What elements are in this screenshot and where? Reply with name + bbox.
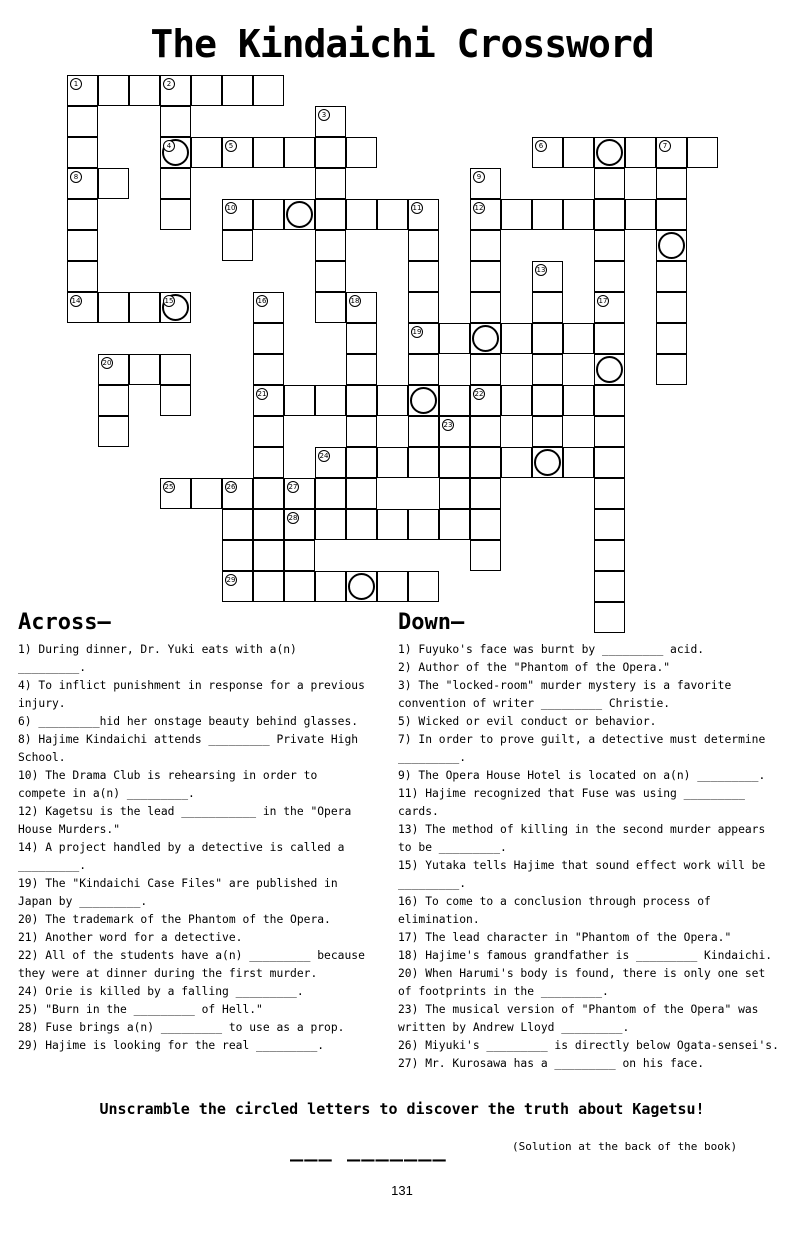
crossword-cell[interactable]	[470, 323, 501, 354]
across-clue: 29) Hajime is looking for the real _________.	[18, 1039, 325, 1052]
down-clue-list	[398, 641, 782, 1073]
crossword-cell[interactable]	[346, 571, 377, 602]
across-clue: 8) Hajime Kindaichi attends _________ Private High School.	[18, 733, 359, 764]
clue-number: 2	[163, 78, 175, 90]
crossword-cell[interactable]	[439, 447, 470, 478]
crossword-cell[interactable]	[408, 354, 439, 385]
crossword-cell[interactable]	[191, 137, 222, 168]
crossword-cell[interactable]	[439, 509, 470, 540]
down-clue: 3) The "locked-room" murder mystery is a favorite convention of writer _________ Christie.	[398, 679, 732, 710]
crossword-cell[interactable]	[563, 199, 594, 230]
crossword-cell[interactable]	[284, 540, 315, 571]
crossword-cell[interactable]	[563, 385, 594, 416]
crossword-cell[interactable]	[67, 75, 98, 106]
crossword-cell[interactable]	[439, 416, 470, 447]
crossword-cell[interactable]	[160, 478, 191, 509]
crossword-cell[interactable]	[160, 199, 191, 230]
crossword-cell[interactable]	[253, 478, 284, 509]
crossword-cell[interactable]	[408, 230, 439, 261]
crossword-cell[interactable]	[98, 168, 129, 199]
crossword-cell[interactable]	[625, 199, 656, 230]
crossword-cell[interactable]	[408, 571, 439, 602]
crossword-cell[interactable]	[129, 354, 160, 385]
crossword-cell[interactable]	[594, 416, 625, 447]
clue-number: 3	[318, 109, 330, 121]
crossword-cell[interactable]	[532, 416, 563, 447]
down-clue: 11) Hajime recognized that Fuse was using _________ cards.	[398, 787, 745, 818]
across-clue: 25) "Burn in the _________ of Hell."	[18, 1003, 263, 1016]
across-heading: Across—	[18, 610, 111, 635]
down-clue: 5) Wicked or evil conduct or behavior.	[398, 715, 657, 728]
crossword-cell[interactable]	[625, 137, 656, 168]
crossword-cell[interactable]	[253, 199, 284, 230]
crossword-cell[interactable]	[594, 602, 625, 633]
clue-number: 15	[164, 297, 174, 305]
crossword-cell[interactable]	[315, 106, 346, 137]
crossword-cell[interactable]	[594, 354, 625, 385]
crossword-cell[interactable]	[656, 261, 687, 292]
crossword-cell[interactable]	[563, 137, 594, 168]
circled-letter-ring	[348, 573, 375, 600]
clue-number: 1	[70, 78, 82, 90]
crossword-cell[interactable]	[284, 571, 315, 602]
across-clue: 12) Kagetsu is the lead ___________ in the "Opera House Murders."	[18, 805, 352, 836]
down-clue: 9) The Opera House Hotel is located on a(n) _________.	[398, 769, 766, 782]
crossword-cell[interactable]	[408, 199, 439, 230]
crossword-cell[interactable]	[656, 137, 687, 168]
crossword-cell[interactable]	[67, 261, 98, 292]
clue-number: 19	[412, 328, 422, 336]
crossword-cell[interactable]	[253, 540, 284, 571]
crossword-cell[interactable]	[253, 509, 284, 540]
crossword-cell[interactable]	[532, 447, 563, 478]
across-clue: 19) The "Kindaichi Case Files" are published in Japan by _________.	[18, 877, 338, 908]
solution-note: (Solution at the back of the book)	[512, 1140, 738, 1153]
across-clue: 6) _________hid her onstage beauty behind glasses.	[18, 715, 359, 728]
down-clue: 1) Fuyuko's face was burnt by _________ acid.	[398, 643, 705, 656]
crossword-cell[interactable]	[346, 137, 377, 168]
clue-number: 18	[350, 297, 360, 305]
crossword-cell[interactable]	[253, 447, 284, 478]
crossword-cell[interactable]	[315, 199, 346, 230]
across-clue: 21) Another word for a detective.	[18, 931, 243, 944]
crossword-cell[interactable]	[67, 199, 98, 230]
crossword-cell[interactable]	[346, 447, 377, 478]
crossword-cell[interactable]	[253, 416, 284, 447]
clue-number: 7	[659, 140, 671, 152]
crossword-cell[interactable]	[284, 509, 315, 540]
page-number: 131	[391, 1183, 413, 1198]
crossword-cell[interactable]	[532, 199, 563, 230]
crossword-cell[interactable]	[594, 137, 625, 168]
crossword-cell[interactable]	[222, 540, 253, 571]
crossword-cell[interactable]	[253, 385, 284, 416]
down-clue: 20) When Harumi's body is found, there is only one set of footprints in the _________.	[398, 967, 766, 998]
down-clue: 23) The musical version of "Phantom of the Opera" was written by Andrew Lloyd _________.	[398, 1003, 759, 1034]
crossword-cell[interactable]	[408, 509, 439, 540]
crossword-cell[interactable]	[594, 509, 625, 540]
clue-number: 10	[226, 204, 236, 212]
down-clue: 13) The method of killing in the second murder appears to be _________.	[398, 823, 766, 854]
crossword-cell[interactable]	[563, 323, 594, 354]
crossword-cell[interactable]	[594, 385, 625, 416]
crossword-cell[interactable]	[67, 168, 98, 199]
crossword-cell[interactable]	[501, 385, 532, 416]
crossword-cell[interactable]	[315, 292, 346, 323]
clue-number: 6	[535, 140, 547, 152]
crossword-cell[interactable]	[470, 509, 501, 540]
crossword-cell[interactable]	[532, 137, 563, 168]
crossword-cell[interactable]	[377, 509, 408, 540]
crossword-cell[interactable]	[532, 261, 563, 292]
crossword-cell[interactable]	[594, 447, 625, 478]
crossword-cell[interactable]	[253, 137, 284, 168]
circled-letter-ring	[410, 387, 437, 414]
crossword-cell[interactable]	[377, 385, 408, 416]
crossword-cell[interactable]	[408, 416, 439, 447]
down-clue: 26) Miyuki's _________ is directly below Ogata-sensei's.	[398, 1039, 779, 1052]
clue-number: 13	[536, 266, 546, 274]
crossword-cell[interactable]	[222, 509, 253, 540]
across-clue: 24) Orie is killed by a falling _________.	[18, 985, 304, 998]
across-clue: 4) To inflict punishment in response for a previous injury.	[18, 679, 365, 710]
crossword-cell[interactable]	[501, 323, 532, 354]
unscramble-instruction: Unscramble the circled letters to discover the truth about Kagetsu!	[99, 1100, 705, 1118]
crossword-cell[interactable]	[98, 75, 129, 106]
crossword-cell[interactable]	[470, 447, 501, 478]
answer-blanks: ___ _______	[290, 1137, 447, 1162]
crossword-cell[interactable]	[315, 478, 346, 509]
clue-number: 24	[319, 452, 329, 460]
circled-letter-ring	[596, 356, 623, 383]
crossword-cell[interactable]	[315, 168, 346, 199]
crossword-cell[interactable]	[470, 385, 501, 416]
crossword-cell[interactable]	[532, 385, 563, 416]
crossword-cell[interactable]	[470, 478, 501, 509]
down-clue: 15) Yutaka tells Hajime that sound effect work will be _________.	[398, 859, 766, 890]
crossword-cell[interactable]	[284, 199, 315, 230]
across-clue: 1) During dinner, Dr. Yuki eats with a(n) _________.	[18, 643, 297, 674]
crossword-cell[interactable]	[253, 354, 284, 385]
down-clue: 17) The lead character in "Phantom of the Opera."	[398, 931, 732, 944]
clue-number: 27	[288, 483, 298, 491]
crossword-cell[interactable]	[67, 292, 98, 323]
circled-letter-ring	[472, 325, 499, 352]
crossword-cell[interactable]	[253, 292, 284, 323]
crossword-cell[interactable]	[222, 75, 253, 106]
clue-number: 9	[473, 171, 485, 183]
crossword-cell[interactable]	[346, 385, 377, 416]
crossword-cell[interactable]	[656, 354, 687, 385]
crossword-cell[interactable]	[501, 199, 532, 230]
crossword-cell[interactable]	[98, 292, 129, 323]
crossword-cell[interactable]	[98, 385, 129, 416]
clue-number: 16	[257, 297, 267, 305]
crossword-cell[interactable]	[594, 292, 625, 323]
crossword-cell[interactable]	[594, 230, 625, 261]
crossword-cell[interactable]	[439, 478, 470, 509]
crossword-cell[interactable]	[160, 137, 191, 168]
circled-letter-ring	[658, 232, 685, 259]
clue-number: 8	[70, 171, 82, 183]
page-title: The Kindaichi Crossword	[150, 22, 654, 66]
crossword-cell[interactable]	[656, 292, 687, 323]
crossword-cell[interactable]	[160, 75, 191, 106]
crossword-cell[interactable]	[687, 137, 718, 168]
crossword-cell[interactable]	[346, 292, 377, 323]
crossword-cell[interactable]	[253, 75, 284, 106]
crossword-cell[interactable]	[377, 447, 408, 478]
crossword-cell[interactable]	[470, 292, 501, 323]
clue-number: 14	[71, 297, 81, 305]
crossword-cell[interactable]	[470, 540, 501, 571]
crossword-cell[interactable]	[656, 230, 687, 261]
crossword-cell[interactable]	[346, 478, 377, 509]
crossword-cell[interactable]	[129, 75, 160, 106]
clue-number: 12	[474, 204, 484, 212]
clue-number: 23	[443, 421, 453, 429]
down-clue: 27) Mr. Kurosawa has a _________ on his face.	[398, 1057, 705, 1070]
crossword-cell[interactable]	[315, 137, 346, 168]
down-clue: 18) Hajime's famous grandfather is _________ Kindaichi.	[398, 949, 773, 962]
down-clue: 16) To come to a conclusion through process of elimination.	[398, 895, 711, 926]
crossword-cell[interactable]	[408, 323, 439, 354]
crossword-cell[interactable]	[594, 168, 625, 199]
crossword-cell[interactable]	[315, 230, 346, 261]
crossword-cell[interactable]	[284, 385, 315, 416]
crossword-cell[interactable]	[222, 230, 253, 261]
crossword-cell[interactable]	[470, 199, 501, 230]
crossword-cell[interactable]	[346, 323, 377, 354]
crossword-cell[interactable]	[532, 323, 563, 354]
crossword-cell[interactable]	[315, 385, 346, 416]
clue-number: 11	[412, 204, 422, 212]
across-clue: 14) A project handled by a detective is called a _________.	[18, 841, 345, 872]
down-clue: 2) Author of the "Phantom of the Opera."	[398, 661, 671, 674]
across-clue-list	[18, 641, 368, 1055]
crossword-cell[interactable]	[501, 447, 532, 478]
clue-number: 25	[164, 483, 174, 491]
crossword-cell[interactable]	[408, 261, 439, 292]
clue-number: 28	[288, 514, 298, 522]
crossword-cell[interactable]	[160, 354, 191, 385]
crossword-cell[interactable]	[315, 447, 346, 478]
crossword-cell[interactable]	[67, 230, 98, 261]
crossword-cell[interactable]	[284, 137, 315, 168]
crossword-cell[interactable]	[160, 385, 191, 416]
crossword-cell[interactable]	[222, 571, 253, 602]
crossword-cell[interactable]	[594, 323, 625, 354]
crossword-cell[interactable]	[315, 261, 346, 292]
crossword-cell[interactable]	[594, 261, 625, 292]
circled-letter-ring	[596, 139, 623, 166]
down-clue: 7) In order to prove guilt, a detective must determine _________.	[398, 733, 766, 764]
crossword-cell[interactable]	[160, 106, 191, 137]
crossword-cell[interactable]	[594, 540, 625, 571]
crossword-cell[interactable]	[470, 261, 501, 292]
crossword-cell[interactable]	[470, 168, 501, 199]
crossword-cell[interactable]	[470, 230, 501, 261]
clue-number: 26	[226, 483, 236, 491]
crossword-cell[interactable]	[470, 354, 501, 385]
crossword-cell[interactable]	[656, 323, 687, 354]
crossword-cell[interactable]	[315, 509, 346, 540]
crossword-cell[interactable]	[253, 571, 284, 602]
crossword-cell[interactable]	[222, 478, 253, 509]
crossword-cell[interactable]	[191, 478, 222, 509]
crossword-cell[interactable]	[408, 447, 439, 478]
crossword-cell[interactable]	[191, 75, 222, 106]
crossword-cell[interactable]	[594, 199, 625, 230]
crossword-cell[interactable]	[439, 385, 470, 416]
crossword-cell[interactable]	[346, 416, 377, 447]
clue-number: 29	[226, 576, 236, 584]
crossword-cell[interactable]	[656, 199, 687, 230]
clue-number: 5	[225, 140, 237, 152]
crossword-cell[interactable]	[98, 354, 129, 385]
clue-number: 4	[163, 140, 175, 152]
crossword-cell[interactable]	[594, 478, 625, 509]
crossword-cell[interactable]	[160, 168, 191, 199]
crossword-cell[interactable]	[129, 292, 160, 323]
crossword-cell[interactable]	[222, 199, 253, 230]
crossword-cell[interactable]	[408, 385, 439, 416]
down-heading: Down—	[398, 610, 465, 635]
clue-number: 20	[102, 359, 112, 367]
crossword-cell[interactable]	[160, 292, 191, 323]
across-clue: 20) The trademark of the Phantom of the Opera.	[18, 913, 331, 926]
crossword-cell[interactable]	[377, 199, 408, 230]
clue-number: 21	[257, 390, 267, 398]
crossword-cell[interactable]	[594, 571, 625, 602]
across-clue: 10) The Drama Club is rehearsing in order to compete in a(n) _________.	[18, 769, 318, 800]
crossword-cell[interactable]	[532, 354, 563, 385]
across-clue: 22) All of the students have a(n) _________ because they were at dinner during the first murder.	[18, 949, 365, 980]
crossword-cell[interactable]	[253, 323, 284, 354]
crossword-cell[interactable]	[563, 447, 594, 478]
crossword-cell[interactable]	[532, 292, 563, 323]
crossword-cell[interactable]	[222, 137, 253, 168]
crossword-cell[interactable]	[656, 168, 687, 199]
crossword-cell[interactable]	[67, 106, 98, 137]
crossword-cell[interactable]	[470, 416, 501, 447]
crossword-cell[interactable]	[67, 137, 98, 168]
circled-letter-ring	[286, 201, 313, 228]
crossword-cell[interactable]	[408, 292, 439, 323]
crossword-cell[interactable]	[98, 416, 129, 447]
circled-letter-ring	[534, 449, 561, 476]
crossword-cell[interactable]	[346, 354, 377, 385]
crossword-cell[interactable]	[315, 571, 346, 602]
crossword-cell[interactable]	[346, 509, 377, 540]
clue-number: 22	[474, 390, 484, 398]
crossword-cell[interactable]	[346, 199, 377, 230]
clue-number: 17	[598, 297, 608, 305]
crossword-cell[interactable]	[439, 323, 470, 354]
across-clue: 28) Fuse brings a(n) _________ to use as a prop.	[18, 1021, 345, 1034]
crossword-cell[interactable]	[377, 571, 408, 602]
crossword-cell[interactable]	[284, 478, 315, 509]
